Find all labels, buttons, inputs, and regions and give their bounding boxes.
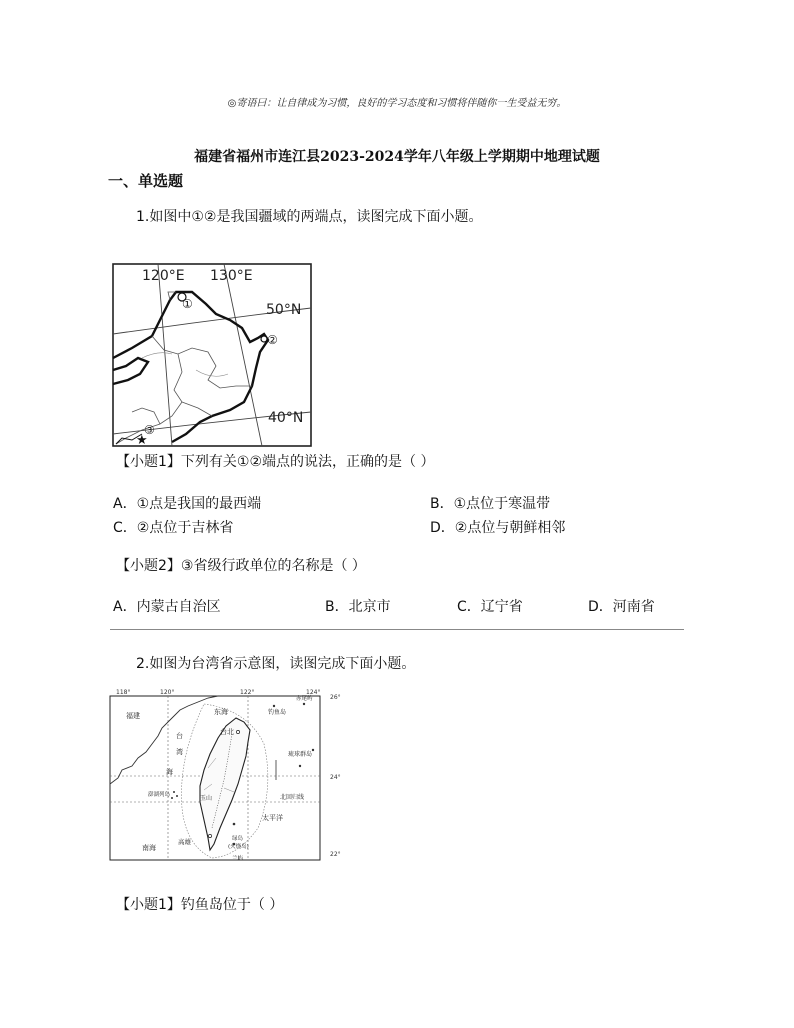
label-point-2: ② (267, 333, 278, 347)
label-40n: 40°N (268, 410, 304, 426)
q1-sub2-stem: 【小题2】③省级行政单位的名称是（ ） (116, 558, 366, 574)
label-gaoxiong: 高雄 (178, 838, 191, 846)
label-hai: 海 (166, 768, 173, 776)
q1-sub2-option-a[interactable]: A．内蒙古自治区 (113, 599, 221, 615)
label-lvdao: 绿岛 (232, 836, 244, 842)
label-tai: 台 (176, 732, 183, 740)
label-122: 122° (240, 689, 255, 696)
label-huoshao: (火烧岛) (228, 844, 249, 850)
northeast-china-map (112, 262, 314, 448)
label-donghai: 东海 (214, 708, 228, 716)
label-penghu: 澎湖列岛 (148, 792, 171, 798)
label-pacific: 太平洋 (262, 814, 283, 822)
label-tropic: 北回归线 (280, 794, 305, 801)
label-118: 118° (116, 689, 131, 696)
label-taibei: 台北 (220, 728, 234, 736)
q2-sub1-stem: 【小题1】钓鱼岛位于（ ） (116, 897, 284, 913)
q1-sub2-option-d[interactable]: D．河南省 (588, 599, 655, 615)
question-1-stem: 1.如图中①②是我国疆域的两端点，读图完成下面小题。 (136, 209, 483, 225)
label-50n: 50°N (266, 302, 302, 318)
section-divider (110, 629, 684, 630)
section-heading: 一、单选题 (108, 172, 184, 190)
label-ryukyu: 琉球群岛 (288, 751, 313, 758)
page-title: 福建省福州市连江县2023-2024学年八年级上学期期中地理试题 (194, 149, 600, 165)
taiwan-map (108, 688, 346, 870)
label-22: 22° (330, 851, 341, 858)
capital-star-icon: ★ (136, 433, 148, 448)
label-nanhai: 南海 (142, 844, 156, 852)
label-120: 120° (160, 689, 175, 696)
label-point-1: ① (182, 297, 193, 311)
motto: ◎寄语曰：让自律成为习惯，良好的学习态度和习惯将伴随你一生受益无穷。 (227, 98, 567, 109)
label-fujian: 福建 (126, 712, 140, 720)
label-diaoyu: 钓鱼岛 (268, 709, 287, 716)
q1-sub1-option-a[interactable]: A．①点是我国的最西端 (113, 496, 262, 512)
label-lanyu: 兰屿 (232, 856, 244, 862)
label-124: 124° (306, 689, 321, 696)
label-wan: 湾 (176, 748, 183, 756)
q1-sub1-option-c[interactable]: C．②点位于吉林省 (113, 520, 234, 536)
q1-sub2-option-c[interactable]: C．辽宁省 (457, 599, 523, 615)
label-130e: 130°E (210, 268, 253, 284)
label-yushan: 玉山 (200, 795, 213, 802)
label-24: 24° (330, 774, 341, 781)
q1-sub1-option-d[interactable]: D．②点位与朝鲜相邻 (430, 520, 566, 536)
label-120e: 120°E (142, 268, 185, 284)
label-26: 26° (330, 694, 341, 701)
q1-sub2-option-b[interactable]: B．北京市 (325, 599, 391, 615)
q1-sub1-option-b[interactable]: B．①点位于寒温带 (430, 496, 551, 512)
q1-sub1-stem: 【小题1】下列有关①②端点的说法，正确的是（ ） (116, 454, 435, 470)
label-point-3: ③ (144, 423, 155, 437)
label-chiwei: 赤尾屿 (296, 696, 313, 702)
question-2-stem: 2.如图为台湾省示意图，读图完成下面小题。 (136, 656, 416, 672)
